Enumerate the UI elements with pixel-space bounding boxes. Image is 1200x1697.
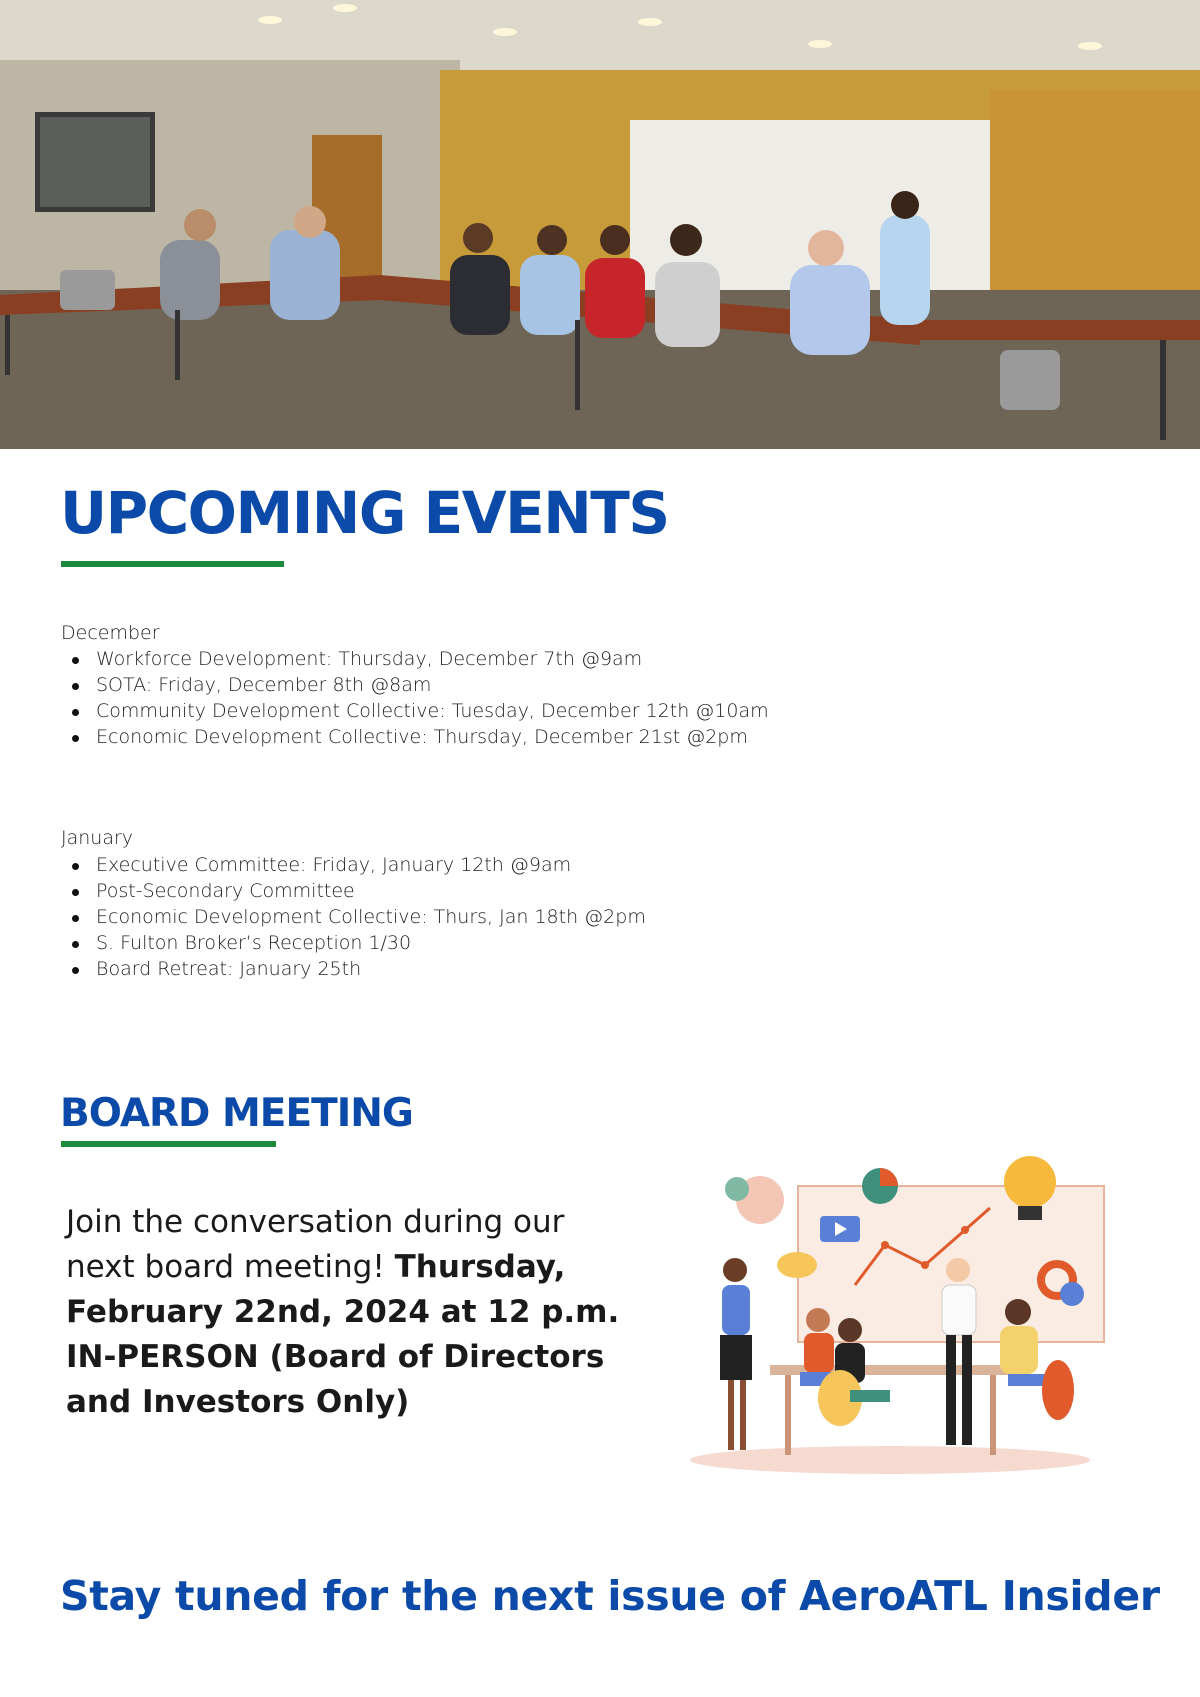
- list-item: [61, 672, 769, 698]
- bullet-icon: [72, 915, 79, 922]
- heading-underline: [61, 561, 284, 567]
- month-december: December: [61, 622, 160, 644]
- heading-underline: [61, 1141, 276, 1147]
- upcoming-events-heading: UPCOMING EVENTS: [60, 479, 669, 547]
- list-item: [61, 878, 646, 904]
- bullet-icon: [72, 683, 79, 690]
- header-photo: [0, 0, 1200, 449]
- team-meeting-illustration: [680, 1140, 1110, 1480]
- board-meeting-text: [66, 1200, 626, 1425]
- bullet-icon: [72, 889, 79, 896]
- bullet-icon: [72, 709, 79, 716]
- event-text: Economic Development Collective: Thursday, December 21st @2pm: [96, 726, 748, 748]
- event-text: SOTA: Friday, December 8th @8am: [96, 674, 432, 696]
- list-item: [61, 698, 769, 724]
- event-text: Economic Development Collective: Thurs, Jan 18th @2pm: [96, 906, 646, 928]
- month-january: January: [61, 827, 134, 849]
- list-item: [61, 852, 646, 878]
- board-details: Thursday, February 22nd, 2024 at 12 p.m. IN-PERSON (Board of Directors and Investors Only): [66, 1249, 620, 1420]
- december-event-list: [61, 646, 769, 750]
- footer-tagline: Stay tuned for the next issue of AeroATL Insider: [60, 1572, 1160, 1620]
- list-item: [61, 930, 646, 956]
- bullet-icon: [72, 941, 79, 948]
- event-text: S. Fulton Broker’s Reception 1/30: [96, 932, 412, 954]
- list-item: [61, 724, 769, 750]
- board-intro: Join the conversation during our next board meeting!: [66, 1204, 565, 1285]
- event-text: Executive Committee: Friday, January 12th @9am: [96, 854, 572, 876]
- event-text: Board Retreat: January 25th: [96, 958, 362, 980]
- list-item: [61, 956, 646, 982]
- event-text: Community Development Collective: Tuesday, December 12th @10am: [96, 700, 769, 722]
- january-event-list: [61, 852, 646, 982]
- board-meeting-heading: BOARD MEETING: [60, 1091, 413, 1136]
- bullet-icon: [72, 657, 79, 664]
- bullet-icon: [72, 967, 79, 974]
- bullet-icon: [72, 863, 79, 870]
- event-text: Workforce Development: Thursday, December 7th @9am: [96, 648, 643, 670]
- list-item: [61, 646, 769, 672]
- list-item: [61, 904, 646, 930]
- event-text: Post-Secondary Committee: [96, 880, 355, 902]
- bullet-icon: [72, 735, 79, 742]
